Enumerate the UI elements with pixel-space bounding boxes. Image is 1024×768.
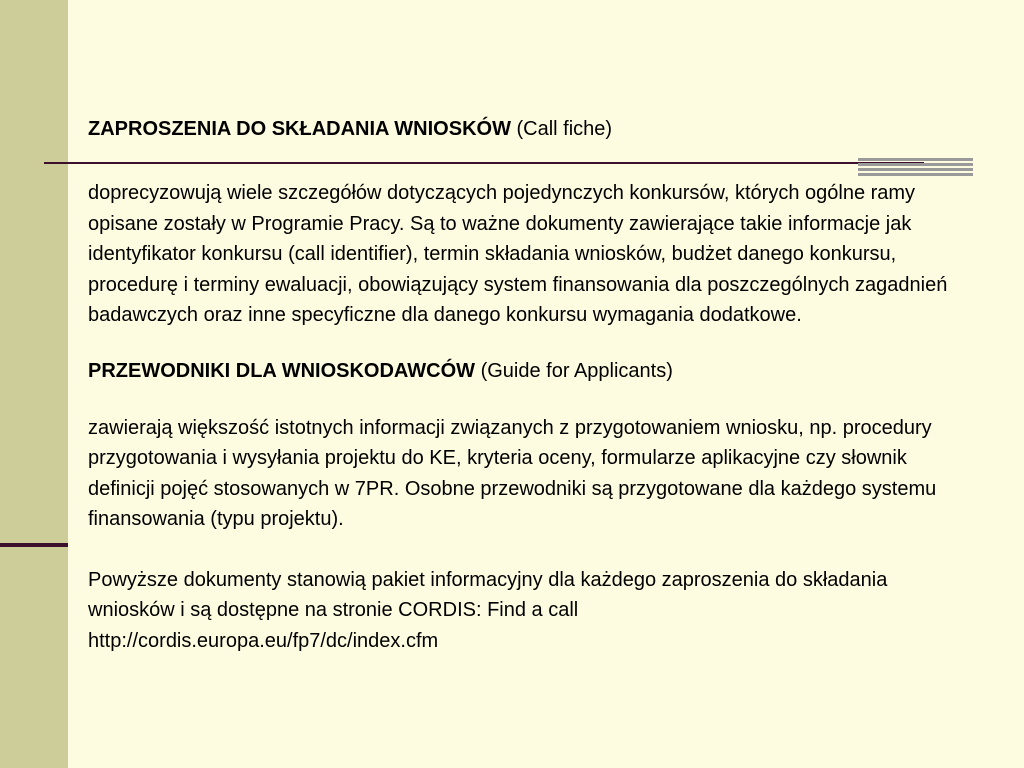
section1-body: doprecyzowują wiele szczegółów dotyczących pojedynczych konkursów, których ogólne ramy opisane zostały w Programie Pracy. Są to ważne dokumenty zawierające takie informacje jak identyfikator konkursu (call identifier), termin składania wniosków, budżet danego konkursu, procedurę i terminy ewaluacji, obowiązujący system finansowania dla poszczególnych zagadnień badawczych oraz inne specyficzne dla danego konkursu wymagania dodatkowe. bbox=[88, 182, 948, 326]
section2-subtitle: (Guide for Applicants) bbox=[480, 359, 673, 382]
slide-content bbox=[88, 114, 968, 656]
left-bar-accent-line bbox=[0, 543, 68, 547]
left-decorative-bar bbox=[0, 0, 68, 768]
section3-text: Powyższe dokumenty stanowią pakiet informacyjny dla każdego zaproszenia do składania wniosków i są dostępne na stronie CORDIS: Find a call bbox=[88, 568, 888, 621]
cordis-link[interactable]: http://cordis.europa.eu/fp7/dc/index.cfm bbox=[88, 629, 439, 652]
section1-subtitle: (Call fiche) bbox=[516, 118, 613, 140]
section1-heading bbox=[88, 114, 968, 144]
section3-body bbox=[88, 565, 968, 657]
section1-title: ZAPROSZENIA DO SKŁADANIA WNIOSKÓW bbox=[88, 118, 511, 140]
section2-body: zawierają większość istotnych informacji związanych z przygotowaniem wniosku, np. procedury przygotowania i wysyłania projektu do KE, kryteria oceny, formularze aplikacyjne czy słownik definicji pojęć stosowanych w 7PR. Osobne przewodniki są przygotowane dla każdego systemu finansowania (typu projektu). bbox=[88, 416, 937, 530]
section2-heading bbox=[88, 356, 968, 386]
section2-title: PRZEWODNIKI DLA WNIOSKODAWCÓW bbox=[88, 359, 476, 382]
